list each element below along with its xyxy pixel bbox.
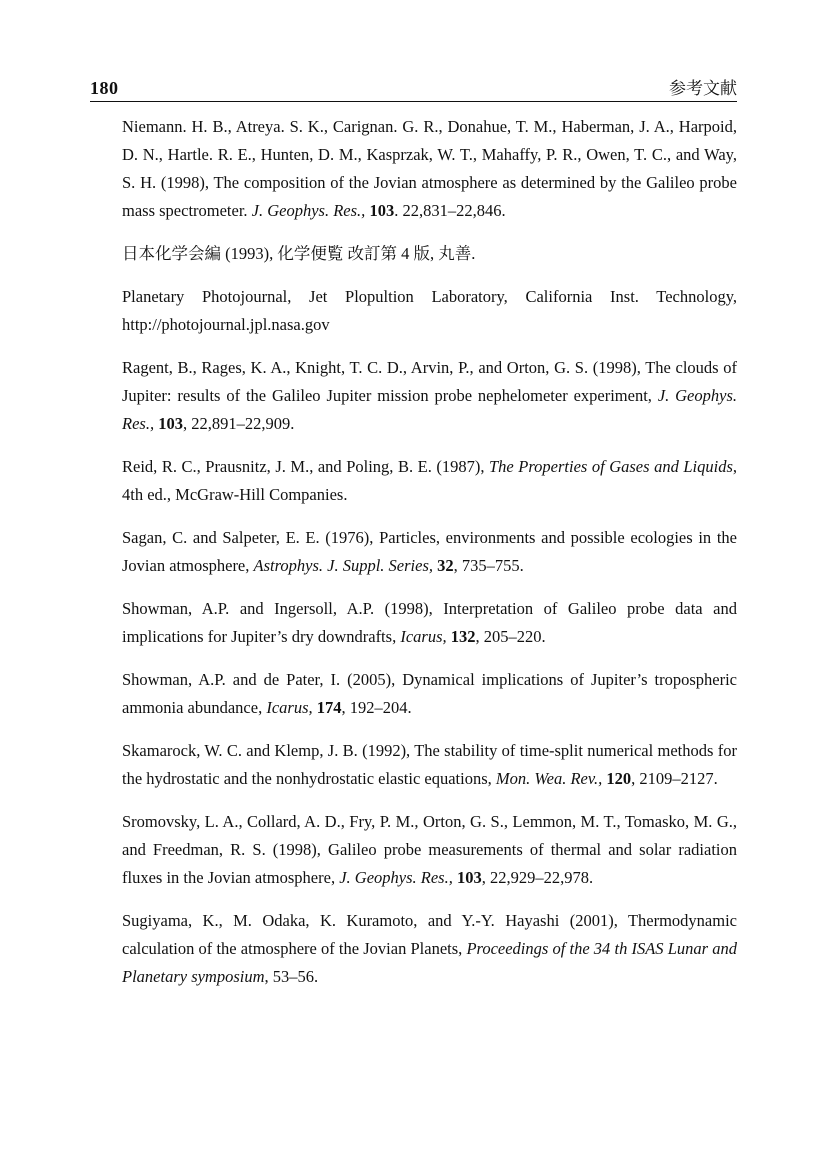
reference-item: [122, 524, 737, 580]
reference-item: [122, 666, 737, 722]
reference-text-segment: 日本化学会編 (1993), 化学便覧 改訂第 4 版, 丸善.: [122, 244, 476, 263]
reference-item: [122, 737, 737, 793]
reference-text-segment: 103: [456, 868, 482, 887]
reference-text-segment: , 22,891–22,909.: [182, 414, 295, 433]
reference-text-segment: 132: [450, 627, 476, 646]
reference-text-segment: , 53–56.: [264, 967, 319, 986]
reference-text-segment: 103: [158, 414, 183, 433]
reference-item: [122, 283, 737, 339]
reference-text-segment: J. Geophys. Res.,: [339, 868, 457, 887]
reference-text-segment: Sromovsky, L. A., Collard, A. D., Fry, P. M., Orton, G. S., Lemmon, M. T., Tomasko, M. G., and Freedman, R. S. (1998), Galileo probe measurements of thermal and solar radiation fluxes in the Jovian atmosphere,: [122, 812, 737, 887]
reference-text-segment: Sagan, C. and Salpeter, E. E. (1976), Particles, environments and possible ecologies in the Jovian atmosphere,: [122, 528, 737, 575]
reference-text-segment: , 22,929–22,978.: [481, 868, 594, 887]
reference-item: [122, 113, 737, 225]
header-title: 参考文献: [669, 79, 737, 98]
reference-item: [122, 240, 737, 268]
reference-text-segment: Icarus,: [400, 627, 451, 646]
reference-text-segment: Reid, R. C., Prausnitz, J. M., and Poling, B. E. (1987),: [122, 457, 489, 476]
reference-text-segment: 120: [606, 769, 632, 788]
reference-text-segment: J. Geophys. Res.,: [122, 386, 738, 433]
reference-item: [122, 808, 737, 892]
reference-text-segment: , 192–204.: [341, 698, 412, 717]
page-number: 180: [90, 78, 119, 98]
reference-text-segment: , 2109–2127.: [631, 769, 718, 788]
reference-text-segment: Proceedings of the 34 th ISAS Lunar and Planetary symposium: [122, 939, 737, 986]
reference-text-segment: , 735–755.: [453, 556, 524, 575]
reference-item: [122, 907, 737, 991]
reference-text-segment: Astrophys. J. Suppl. Series,: [253, 556, 438, 575]
reference-text-segment: 174: [316, 698, 342, 717]
reference-text-segment: Skamarock, W. C. and Klemp, J. B. (1992), The stability of time-split numerical methods for the hydrostatic and the nonhydrostatic elastic equations,: [122, 741, 737, 788]
reference-text-segment: Icarus,: [266, 698, 317, 717]
references-list: [122, 113, 737, 991]
reference-text-segment: The Properties of Gases and Liquids: [489, 457, 733, 476]
reference-text-segment: Ragent, B., Rages, K. A., Knight, T. C. D., Arvin, P., and Orton, G. S. (1998), The clouds of Jupiter: results of the Galileo Jupiter mission probe nephelometer experiment,: [122, 358, 737, 405]
reference-text-segment: Planetary Photojournal, Jet Plopultion Laboratory, California Inst. Technology, http://photojournal.jpl.nasa.gov: [122, 287, 737, 334]
reference-text-segment: 32: [437, 556, 454, 575]
reference-text-segment: , 205–220.: [475, 627, 546, 646]
reference-text-segment: 103: [369, 201, 395, 220]
reference-text-segment: J. Geophys. Res.,: [251, 201, 370, 220]
reference-text-segment: Showman, A.P. and Ingersoll, A.P. (1998), Interpretation of Galileo probe data and implications for Jupiter’s dry downdrafts,: [122, 599, 737, 646]
header-rule: [90, 101, 737, 102]
reference-text-segment: Mon. Wea. Rev.,: [495, 769, 607, 788]
reference-item: [122, 354, 737, 438]
reference-text-segment: Niemann. H. B., Atreya. S. K., Carignan. G. R., Donahue, T. M., Haberman, J. A., Harpoid, D. N., Hartle. R. E., Hunten, D. M., Kasprzak, W. T., Mahaffy, P. R., Owen, T. C., and Way, S. H. (1998), The composition of the Jovian atmosphere as determined by the Galileo probe mass spectrometer.: [122, 117, 737, 220]
reference-text-segment: Showman, A.P. and de Pater, I. (2005), Dynamical implications of Jupiter’s tropospheric ammonia abundance,: [122, 670, 737, 717]
reference-text-segment: , 4th ed., McGraw-Hill Companies.: [122, 457, 737, 504]
running-header: [90, 74, 737, 99]
reference-text-segment: Sugiyama, K., M. Odaka, K. Kuramoto, and Y.-Y. Hayashi (2001), Thermodynamic calculation of the atmosphere of the Jovian Planets,: [122, 911, 737, 958]
reference-text-segment: . 22,831–22,846.: [394, 201, 506, 220]
reference-item: [122, 453, 737, 509]
reference-item: [122, 595, 737, 651]
